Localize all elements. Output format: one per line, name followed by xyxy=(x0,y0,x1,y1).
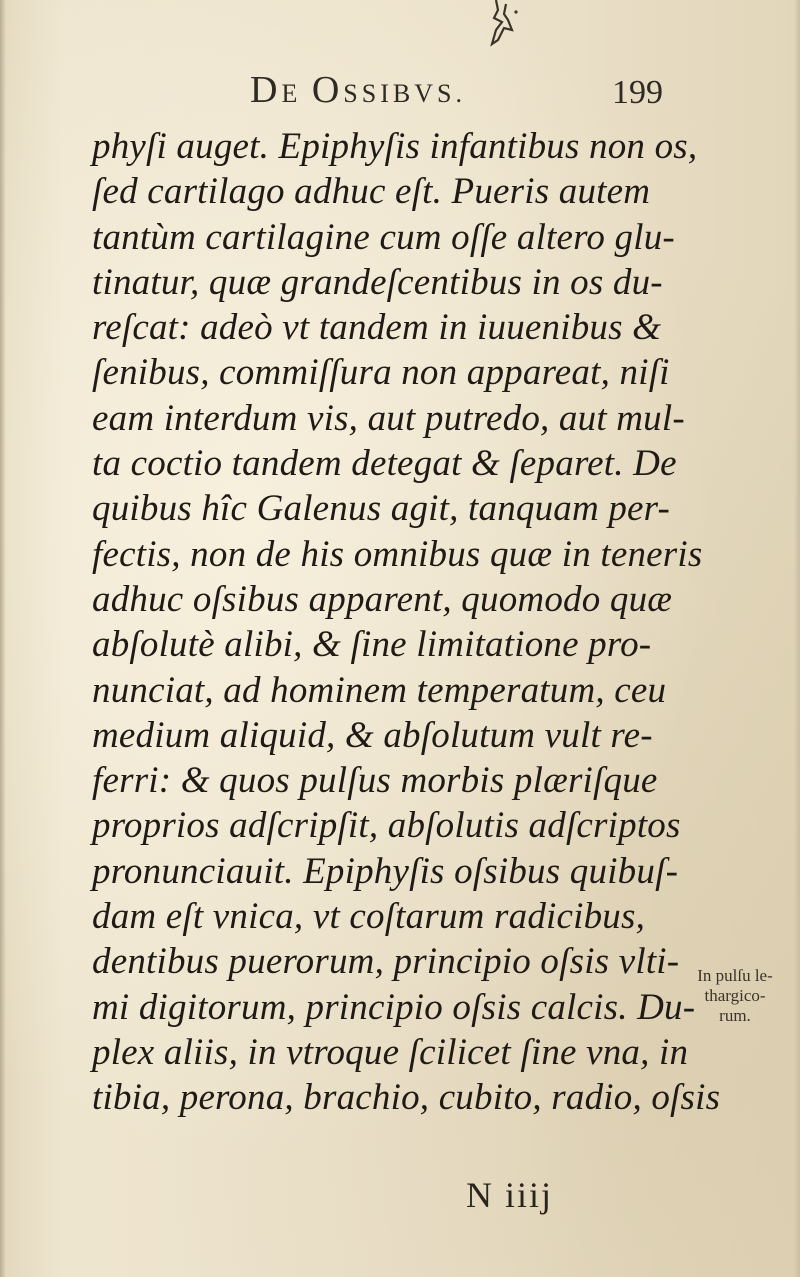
text-line: ferri: & quos pulſus morbis plæriſque xyxy=(92,760,658,802)
text-line: ſed cartilago adhuc eſt. Pueris autem xyxy=(92,171,651,213)
text-line: eam interdum vis, aut putredo, aut mul- xyxy=(92,397,685,439)
running-head-initial-d: D xyxy=(250,69,282,111)
text-line: reſcat: adeò vt tandem in iuuenibus & xyxy=(92,307,662,349)
page-right-edge xyxy=(794,0,800,1277)
running-head-ssibvs: SSIBVS. xyxy=(343,79,466,108)
marginal-note xyxy=(675,966,795,1026)
text-line: tantùm cartilagine cum oſſe altero glu- xyxy=(92,216,675,258)
text-line: dentibus puerorum, principio oſsis vlti- xyxy=(92,941,680,983)
text-line: tinatur, quæ grandeſcentibus in os du- xyxy=(92,261,663,303)
printers-ornament-mark xyxy=(482,0,522,48)
running-head-e: E xyxy=(281,79,312,108)
text-line: ta coctio tandem detegat & ſeparet. De xyxy=(92,443,677,485)
text-line: dam eſt vnica, vt coſtarum radicibus, xyxy=(92,896,646,938)
text-line: tibia, perona, brachio, cubito, radio, oſsis xyxy=(92,1077,721,1119)
text-line: phyſi auget. Epiphyſis infantibus non os, xyxy=(92,126,698,167)
signature-mark: N iiij xyxy=(466,1175,554,1215)
running-head-initial-o: O xyxy=(311,69,344,111)
marginal-note-line: In pulſu le- xyxy=(697,966,773,985)
text-line: ſenibus, commiſſura non appareat, niſi xyxy=(92,352,670,394)
text-line: quibus hîc Galenus agit, tanquam per- xyxy=(92,488,671,530)
running-head xyxy=(250,68,466,112)
text-line: fectis, non de his omnibus quæ in teneris xyxy=(92,533,703,575)
text-line: abſolutè alibi, & ſine limitatione pro- xyxy=(92,624,652,666)
text-line: nunciat, ad hominem temperatum, ceu xyxy=(92,669,667,711)
text-line: mi digitorum, principio oſsis calcis. Du- xyxy=(92,986,696,1028)
page-left-edge xyxy=(0,0,6,1277)
marginal-note-line: rum. xyxy=(719,1006,751,1025)
text-line: proprios adſcripſit, abſolutis adſcriptos xyxy=(92,805,681,847)
text-line: pronunciauit. Epiphyſis oſsibus quibuſ- xyxy=(92,850,679,892)
main-text-block xyxy=(92,124,721,1121)
text-line: medium aliquid, & abſolutum vult re- xyxy=(92,714,653,756)
text-line: plex aliis, in vtroque ſcilicet ſine vna, in xyxy=(92,1031,689,1073)
page-number: 199 xyxy=(612,74,663,111)
text-line: adhuc oſsibus apparent, quomodo quæ xyxy=(92,578,673,620)
marginal-note-line: thargico- xyxy=(704,986,766,1005)
